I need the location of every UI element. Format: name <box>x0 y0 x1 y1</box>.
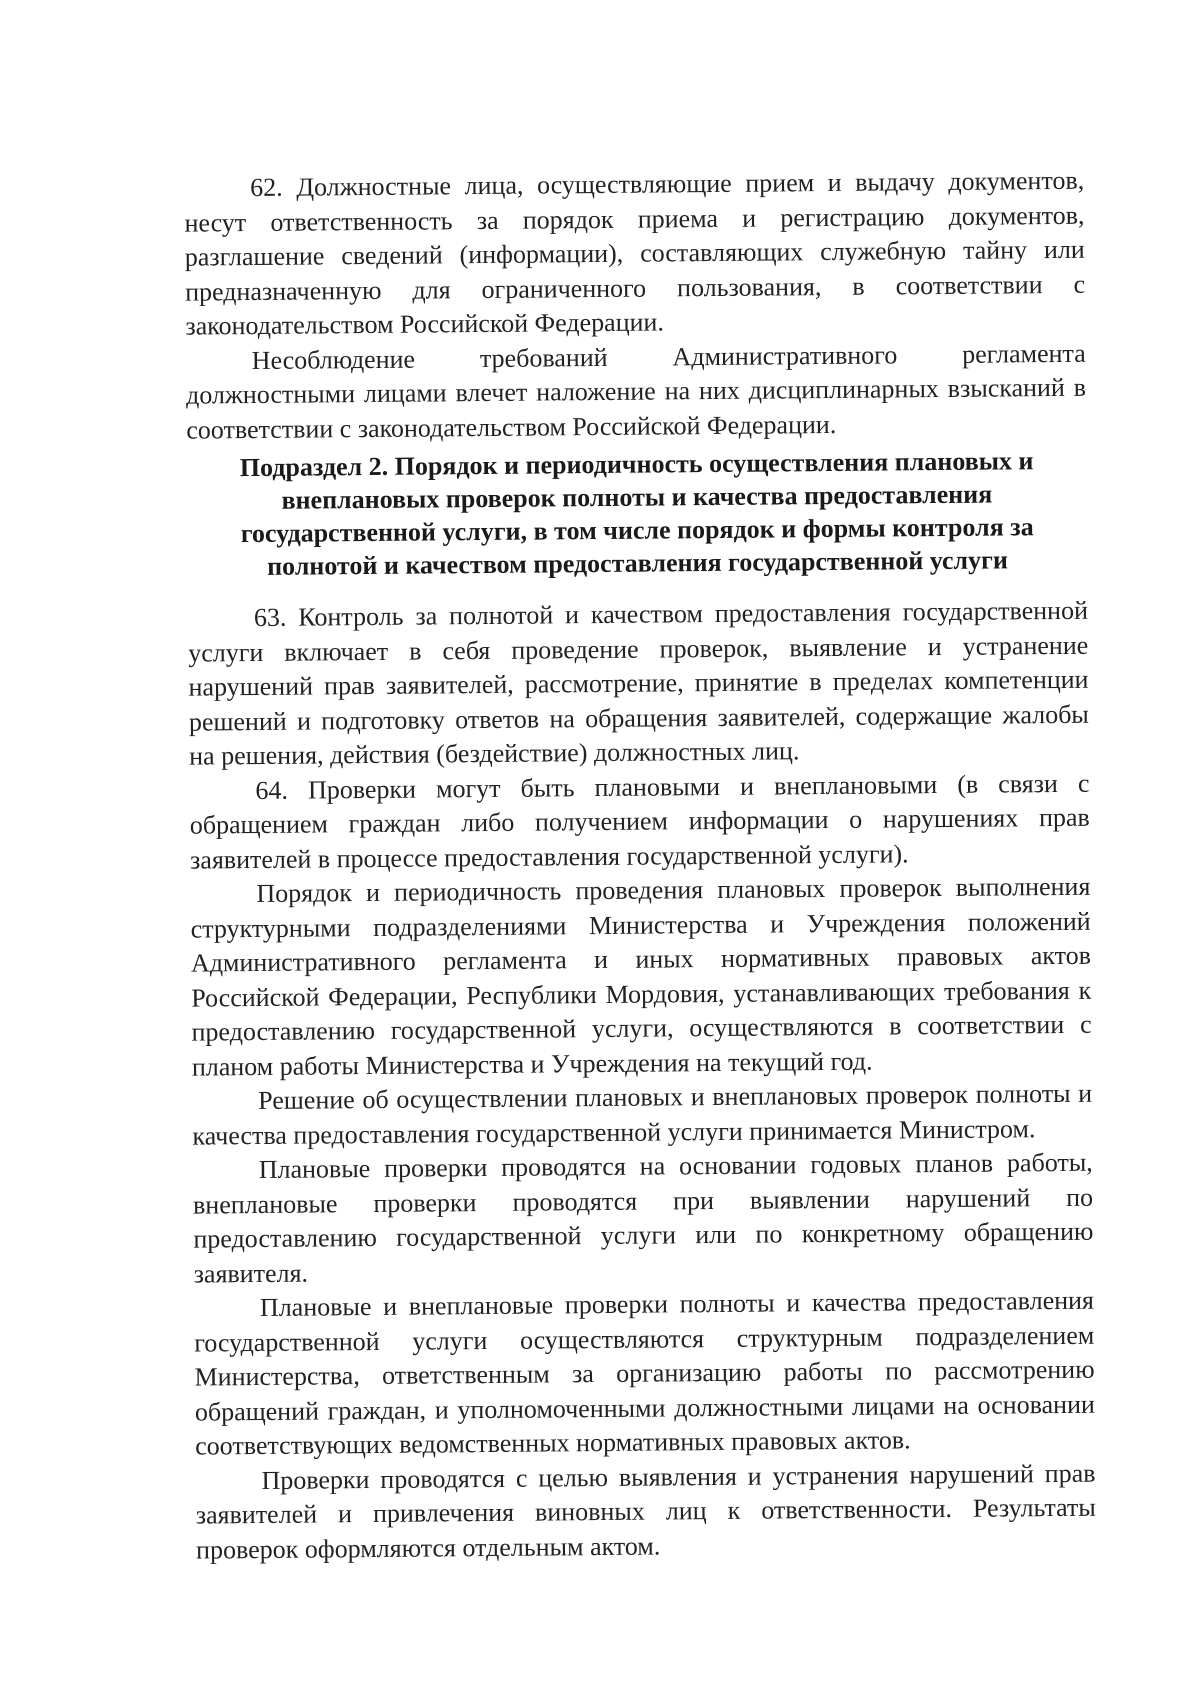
paragraph-62: 62. Должностные лица, осуществляющие прием и выдачу документов, несут ответственность за порядок приема и регистрацию документов, разглашение сведений (информации), составляющих служебную тайну или предназначенную для ограниченного пользования, в соответствии с законодательством Российской Федерации. <box>184 165 1086 341</box>
paragraph-checks-performers: Плановые и внеплановые проверки полноты и качества предоставления государственной услуги осуществляются структурным подразделением Министерства, ответственным за организацию работы по рассмотрению обращений граждан, и уполномоченными должностными лицами на основании соответствующих ведомственных нормативных правовых актов. <box>194 1285 1095 1461</box>
heading-line: государственной услуги, в том числе порядок и формы контроля за <box>240 512 1034 549</box>
heading-line: внеплановых проверок полноты и качества предоставления <box>281 479 993 515</box>
section-body-top <box>184 164 1086 448</box>
heading-line: Подраздел 2. Порядок и периодичность осуществления плановых и <box>239 446 1034 483</box>
paragraph-noncompliance: Несоблюдение требований Административного регламента должностными лицами влечет наложение на них дисциплинарных взысканий в соответствии с законодательством Российской Федерации. <box>185 338 1087 445</box>
subsection-heading <box>212 444 1063 583</box>
paragraph-decision: Решение об осуществлении плановых и внеплановых проверок полноты и качества предоставления государственной услуги принимается Министром. <box>192 1078 1093 1151</box>
paragraph-64: 64. Проверки могут быть плановыми и внеплановыми (в связи с обращением граждан либо получением информации о нарушениях прав заявителей в процессе предоставления государственной услуги). <box>189 768 1090 875</box>
paragraph-63: 63. Контроль за полнотой и качеством предоставления государственной услуги включает в себя проведение проверок, выявление и устранение нарушений прав заявителей, рассмотрение, принятие в пределах компетенции решений и подготовку ответов на обращения заявителей, содержащие жалобы на решения, действия (бездействие) должностных лиц. <box>188 595 1089 771</box>
heading-line: полнотой и качеством предоставления государственной услуги <box>266 545 1008 581</box>
paragraph-checks-purpose: Проверки проводятся с целью выявления и устранения нарушений прав заявителей и привлечения виновных лиц к ответственности. Результаты проверок оформляются отдельным актом. <box>195 1458 1096 1565</box>
paragraph-planned-checks-order: Порядок и периодичность проведения плановых проверок выполнения структурными подразделениями Министерства и Учреждения положений Административного регламента и иных нормативных правовых актов Российской Федерации, Республики Мордовия, устанавливающих требования к предоставлению государственной услуги, осуществляются в соответствии с планом работы Министерства и Учреждения на текущий год. <box>190 871 1092 1082</box>
paragraph-planned-basis: Плановые проверки проводятся на основании годовых планов работы, внеплановые проверки проводятся при выявлении нарушений по предоставлению государственной услуги или по конкретному обращению заявителя. <box>192 1147 1094 1289</box>
section-body-main <box>188 594 1096 1568</box>
